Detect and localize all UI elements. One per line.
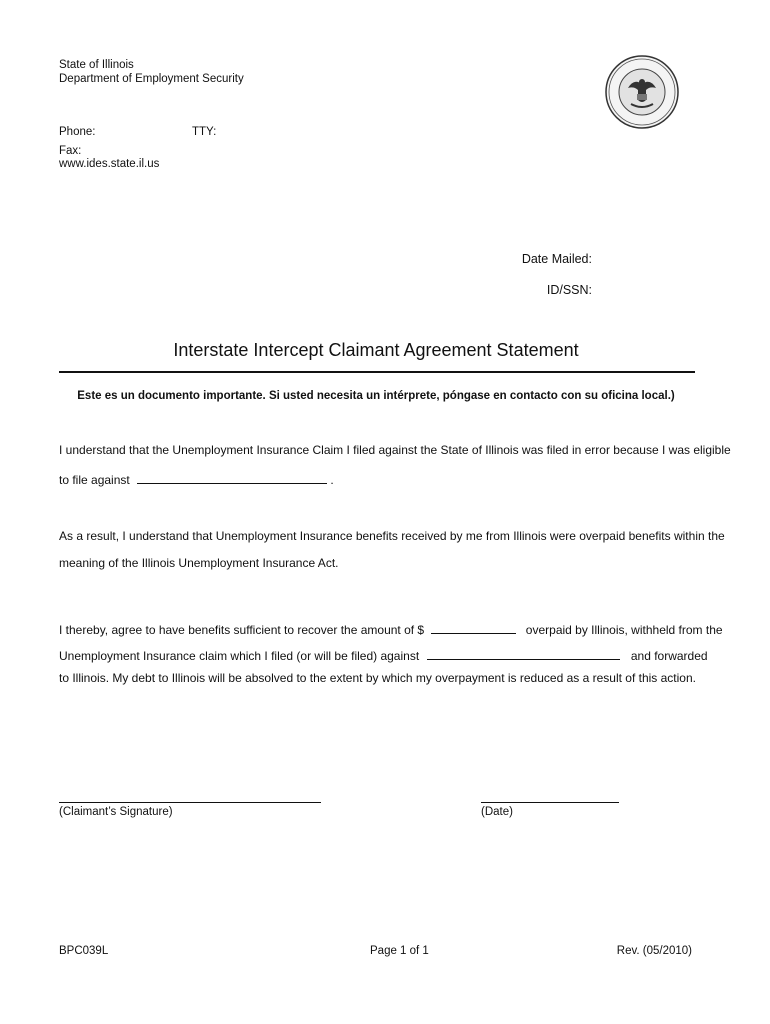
- para2-line2: meaning of the Illinois Unemployment Insurance Act.: [59, 556, 339, 570]
- tty-label: TTY:: [192, 126, 217, 138]
- para1-line1: I understand that the Unemployment Insurance Claim I filed against the State of Illinois was filed in error because I was eligible: [59, 443, 731, 457]
- para3-line1: [59, 619, 723, 637]
- date-signature-label: (Date): [481, 806, 513, 818]
- fax-label: Fax:: [59, 145, 82, 157]
- department-name: Department of Employment Security: [59, 73, 244, 85]
- id-ssn-label: ID/SSN:: [546, 283, 592, 297]
- title-divider: [59, 371, 695, 373]
- para2-line1: As a result, I understand that Unemployment Insurance benefits received by me from Illinois were overpaid benefits within the: [59, 529, 725, 543]
- amount-blank-field[interactable]: [431, 619, 516, 634]
- page-number: Page 1 of 1: [370, 945, 429, 957]
- para1-line2-suffix: .: [330, 473, 334, 487]
- page-title: Interstate Intercept Claimant Agreement Statement: [173, 340, 579, 360]
- date-signature-line[interactable]: [481, 802, 619, 803]
- para3-line2-prefix: Unemployment Insurance claim which I filed (or will be filed) against: [59, 649, 420, 663]
- para3-line1-prefix: I thereby, agree to have benefits sufficient to recover the amount of $: [59, 623, 425, 637]
- phone-label: Phone:: [59, 126, 96, 138]
- state-filed-blank-field[interactable]: [427, 645, 620, 660]
- form-id: BPC039L: [59, 945, 109, 957]
- spanish-notice: Este es un documento importante. Si usted necesita un intérprete, póngase en contacto con su oficina local.): [77, 390, 675, 402]
- para3-line3: to Illinois. My debt to Illinois will be absolved to the extent by which my overpayment is reduced as a result of this action.: [59, 671, 696, 685]
- para1-line2-prefix: to file against: [59, 473, 130, 487]
- revision-date: Rev. (05/2010): [616, 945, 692, 957]
- state-name: State of Illinois: [59, 59, 134, 71]
- date-mailed-label: Date Mailed:: [521, 252, 592, 266]
- para1-line2: [59, 469, 334, 487]
- para3-line1-suffix: overpaid by Illinois, withheld from the: [525, 623, 723, 637]
- state-seal-logo: [604, 54, 680, 130]
- claimant-signature-label: (Claimant’s Signature): [59, 806, 173, 818]
- claimant-signature-line[interactable]: [59, 802, 321, 803]
- website-link[interactable]: www.ides.state.il.us: [59, 158, 160, 170]
- para3-line2: [59, 645, 708, 663]
- para3-line2-suffix: and forwarded: [630, 649, 708, 663]
- state-blank-field[interactable]: [137, 469, 327, 484]
